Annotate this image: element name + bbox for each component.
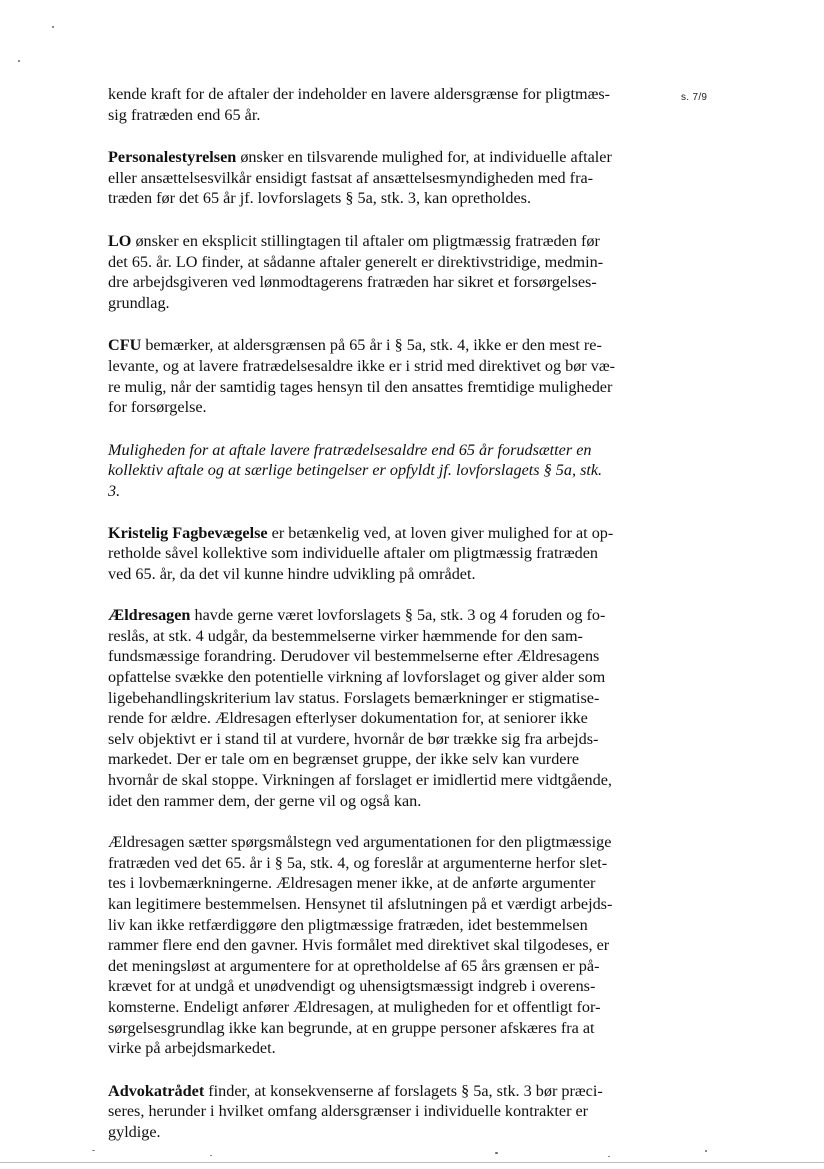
- text-line: liv kan ikke retfærdiggøre den pligtmæssige fratræden, idet bestemmelsen: [108, 915, 588, 934]
- organization-name: Ældresagen: [108, 606, 191, 625]
- text-line: rammer flere end den gavner. Hvis formålet med direktivet skal tilgodeses, er: [108, 936, 610, 955]
- text-line: selv objektivt er i stand til at vurdere, hvornår de bør trække sig fra arbejds-: [108, 729, 599, 748]
- text-line: gyldige.: [108, 1122, 161, 1141]
- scan-speck: [52, 26, 54, 28]
- text-line: kan legitimere bestemmelsen. Hensynet til afslutningen på et værdigt arbejds-: [108, 895, 613, 913]
- text-line: 3.: [108, 481, 121, 500]
- ministry-comment: [108, 440, 628, 502]
- text-line: re mulig, når der samtidig tages hensyn til den ansattes fremtidige muligheder: [108, 377, 613, 396]
- text-line: idet den rammer dem, der gerne vil og også kan.: [108, 791, 422, 810]
- text-segment: finder, at konsekvenserne af forslagets § 5a, stk. 3 bør præci-: [204, 1081, 603, 1100]
- text-line: Ældresagen sætter spørgsmålstegn ved argumentationen for den pligtmæssige: [108, 833, 612, 852]
- text-line: kollektiv aftale og at særlige betingelser er opfyldt jf. lovforslagets § 5a, stk.: [108, 461, 603, 480]
- scan-speck: [705, 1150, 707, 1152]
- scan-speck: [18, 60, 20, 62]
- text-line: opfattelse svække den potentielle virkning af lovforslaget og giver alder som: [108, 668, 606, 687]
- organization-name: Personalestyrelsen: [108, 148, 237, 167]
- paragraph-personalestyrelsen: [108, 147, 628, 209]
- text-line: virke på arbejdsmarkedet.: [108, 1039, 276, 1058]
- text-line: levante, og at lavere fratrædelsesaldre ikke er i strid med direktivet og bør væ-: [108, 356, 616, 375]
- paragraph-advokatraadet: [108, 1081, 628, 1143]
- organization-name: Kristelig Fagbevægelse: [108, 523, 268, 542]
- text-line: fratræden ved det 65. år i § 5a, stk. 4, og foreslår at argumenterne herfor slet-: [108, 853, 608, 872]
- text-line: [108, 231, 628, 252]
- document-body: [108, 84, 628, 1143]
- text-line: reslås, at stk. 4 udgår, da bestemmelserne virker hæmmende for den sam-: [108, 626, 583, 645]
- scan-speck: [210, 1155, 212, 1156]
- text-line: træden før det 65 år jf. lovforslagets § 5a, stk. 3, kan opretholdes.: [108, 189, 532, 208]
- text-line: [108, 1081, 628, 1102]
- paragraph-aeldresagen: [108, 605, 628, 811]
- text-line: sig fratræden end 65 år.: [108, 105, 261, 124]
- text-line: rende for ældre. Ældresagen efterlyser dokumentation for, at seniorer ikke: [108, 709, 588, 728]
- text-line: ligebehandlingskriterium lav status. Forslagets bemærkninger er stigmatise-: [108, 688, 600, 707]
- paragraph-lo: [108, 231, 628, 313]
- text-segment: ønsker en eksplicit stillingtagen til aftaler om pligtmæssig fratræden før: [131, 231, 600, 250]
- paragraph-kristelig-fagbevaegelse: [108, 523, 628, 585]
- text-line: ved 65. år, da det vil kunne hindre udvikling på området.: [108, 564, 476, 583]
- text-segment: havde gerne været lovforslagets § 5a, stk. 3 og 4 foruden og fo-: [190, 606, 606, 625]
- text-line: hvornår de skal stoppe. Virkningen af forslaget er imidlertid mere vidtgående,: [108, 771, 612, 790]
- text-line: retholde såvel kollektive som individuelle aftaler om pligtmæssig fratræden: [108, 544, 599, 563]
- text-line: [108, 335, 628, 356]
- text-line: grundlag.: [108, 293, 170, 312]
- text-line: krævet for at undgå et unødvendigt og uhensigtsmæssigt indgreb i overens-: [108, 977, 596, 996]
- text-line: [108, 605, 628, 626]
- text-line: det meningsløst at argumentere for at opretholdelse af 65 års grænsen er på-: [108, 956, 600, 975]
- organization-name: CFU: [108, 336, 142, 355]
- text-line: Muligheden for at aftale lavere fratrædelsesaldre end 65 år forudsætter en: [108, 440, 592, 459]
- text-line: [108, 523, 628, 544]
- text-line: tes i lovbemærkningerne. Ældresagen mener ikke, at de anførte argumenter: [108, 874, 596, 893]
- paragraph-continuation: [108, 84, 628, 125]
- organization-name: LO: [108, 231, 132, 250]
- scan-edge-line: [0, 1162, 824, 1163]
- scan-speck: [495, 1152, 498, 1154]
- text-line: sørgelsesgrundlag ikke kan begrunde, at en gruppe personer afskæres fra at: [108, 1018, 595, 1037]
- text-line: markedet. Der er tale om en begrænset gruppe, der ikke selv kan vurdere: [108, 750, 580, 769]
- text-line: seres, herunder i hvilket omfang aldersgrænser i individuelle kontrakter er: [108, 1102, 589, 1121]
- text-line: [108, 147, 628, 168]
- text-line: det 65. år. LO finder, at sådanne aftaler generelt er direktivstridige, medmin-: [108, 252, 604, 271]
- text-segment: er betænkelig ved, at loven giver mulighed for at op-: [267, 523, 614, 542]
- scan-speck: [608, 1156, 610, 1157]
- organization-name: Advokatrådet: [108, 1081, 205, 1100]
- text-line: fundsmæssige forandring. Derudover vil bestemmelserne efter Ældresagens: [108, 647, 600, 666]
- text-segment: ønsker en tilsvarende mulighed for, at individuelle aftaler: [236, 148, 612, 167]
- text-line: dre arbejdsgiveren ved lønmodtagerens fratræden har sikret et forsørgelses-: [108, 273, 597, 292]
- text-line: komsterne. Endeligt anfører Ældresagen, at muligheden for et offentligt for-: [108, 997, 601, 1016]
- paragraph-aeldresagen-continued: [108, 832, 628, 1059]
- text-segment: bemærker, at aldersgrænsen på 65 år i § 5a, stk. 4, ikke er den mest re-: [141, 336, 602, 355]
- text-line: kende kraft for de aftaler der indeholder en lavere aldersgrænse for pligtmæs-: [108, 85, 611, 103]
- page-number: s. 7/9: [681, 92, 708, 103]
- text-line: eller ansættelsesvilkår ensidigt fastsat af ansættelsesmyndigheden med fra-: [108, 168, 594, 187]
- paragraph-cfu: [108, 335, 628, 417]
- text-line: for forsørgelse.: [108, 398, 207, 417]
- scan-speck: [92, 1150, 95, 1151]
